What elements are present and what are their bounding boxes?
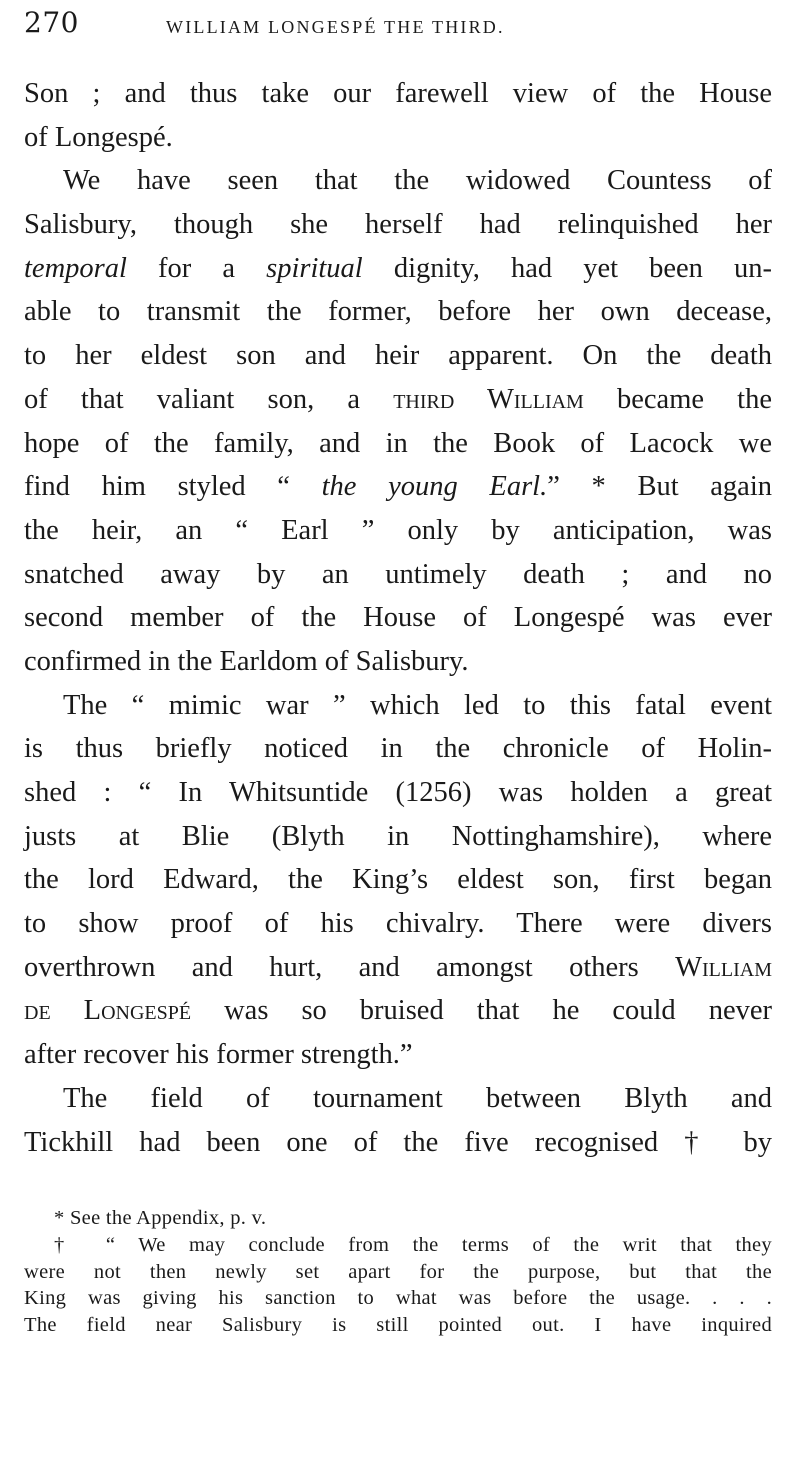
- text-segment: dignity, had yet been un-: [362, 252, 772, 284]
- text-line: hope of the family, and in the Book of Lacock we: [24, 427, 772, 459]
- italic-word: spiritual: [266, 252, 363, 284]
- small-caps-name: de Longespé: [24, 995, 192, 1027]
- text-line: the lord Edward, the King’s eldest son, first began: [24, 864, 772, 896]
- text-segment: was so bruised that he could never: [191, 995, 772, 1027]
- text-segment: overthrown and hurt, and amongst others: [24, 951, 676, 983]
- text-line: second member of the House of Longespé was ever: [24, 602, 772, 634]
- text-line: The “ mimic war ” which led to this fatal event: [63, 689, 772, 721]
- text-line: [24, 378, 772, 422]
- text-line: The field of tournament between Blyth and: [63, 1082, 772, 1114]
- text-line: [24, 247, 772, 291]
- footnote-line: King was giving his sanction to what was before the usage. . . .: [24, 1287, 772, 1310]
- text-line: justs at Blie (Blyth in Nottinghamshire), where: [24, 820, 772, 852]
- text-segment: became the: [583, 383, 772, 415]
- text-line: Son ; and thus take our farewell view of the House: [24, 78, 772, 109]
- italic-word: temporal: [24, 252, 127, 284]
- book-page: [24, 0, 772, 1472]
- body-text: [24, 72, 772, 1164]
- text-line: [24, 946, 772, 990]
- text-line: [24, 989, 772, 1033]
- running-title: WILLIAM LONGESPÉ THE THIRD.: [166, 17, 505, 37]
- text-segment: ” * But again: [547, 471, 772, 503]
- text-segment: for a: [126, 252, 267, 284]
- text-line: able to transmit the former, before her own decease,: [24, 296, 772, 328]
- text-line: Tickhill had been one of the five recognised † by: [24, 1126, 772, 1158]
- footnote-line: were not then newly set apart for the purpose, but that the: [24, 1260, 772, 1283]
- text-segment: find him styled “: [24, 471, 322, 503]
- text-line: to show proof of his chivalry. There were divers: [24, 908, 772, 940]
- running-head: [24, 4, 772, 44]
- text-line: We have seen that the widowed Countess of: [63, 165, 772, 197]
- footnote-line: * See the Appendix, p. v.: [54, 1207, 267, 1229]
- text-line: snatched away by an untimely death ; and no: [24, 558, 772, 590]
- text-line: of Longespé.: [24, 121, 173, 153]
- page-number: 270: [24, 6, 79, 39]
- footnote-line: † “ We may conclude from the terms of the writ that they: [54, 1233, 772, 1256]
- text-line: after recover his former strength.”: [24, 1039, 413, 1071]
- footnote-line: The field near Salisbury is still pointed out. I have inquired: [24, 1314, 772, 1337]
- text-line: to her eldest son and heir apparent. On the death: [24, 340, 772, 372]
- text-segment: of that valiant son, a: [24, 383, 394, 415]
- small-caps-name: third William: [393, 383, 584, 415]
- small-caps-name: William: [675, 951, 772, 983]
- footnotes: [24, 1205, 772, 1339]
- text-line: the heir, an “ Earl ” only by anticipation, was: [24, 514, 772, 546]
- text-line: is thus briefly noticed in the chronicle of Holin-: [24, 733, 772, 765]
- text-line: shed : “ In Whitsuntide (1256) was holden a great: [24, 777, 772, 808]
- text-line: [24, 465, 772, 509]
- text-line: confirmed in the Earldom of Salisbury.: [24, 645, 469, 677]
- italic-quote: the young Earl.: [321, 471, 548, 503]
- text-line: Salisbury, though she herself had relinquished her: [24, 209, 772, 241]
